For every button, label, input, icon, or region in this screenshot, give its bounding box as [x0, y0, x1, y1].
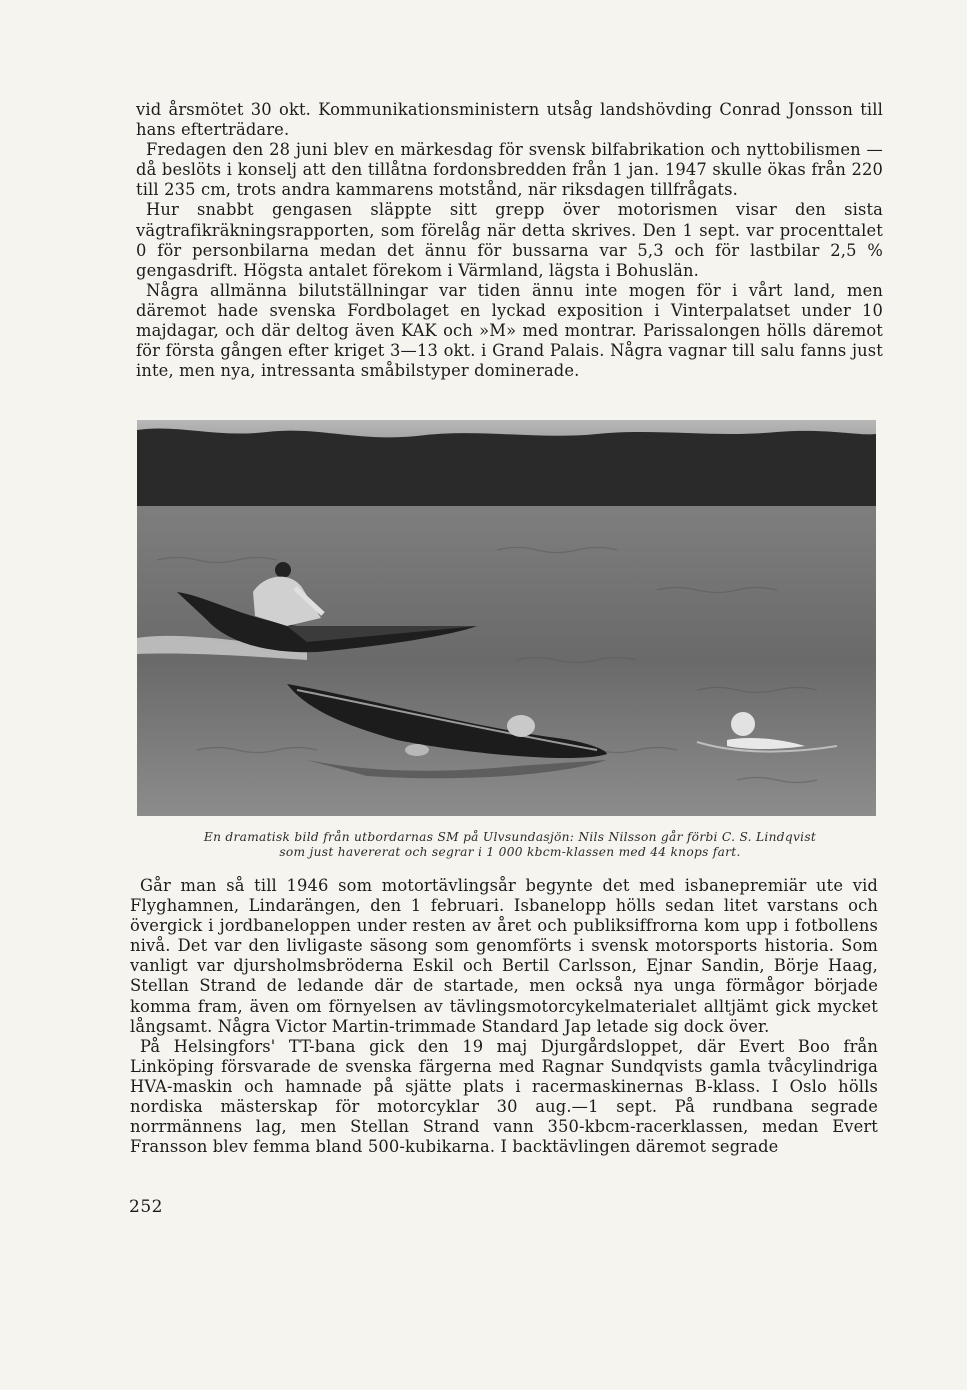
photo-caption [136, 830, 884, 860]
bottom-text-block [130, 876, 878, 1157]
paragraph: vid årsmötet 30 okt. Kommunikationsministern utsåg landshövding Conrad Jonsson till hans efterträdare. [136, 100, 883, 140]
page-number: 252 [129, 1197, 163, 1217]
photo-illustration [137, 420, 876, 816]
caption-line: som just havererat och segrar i 1 000 kbcm-klassen med 44 knops fart. [279, 845, 741, 860]
racing-boats-photo [137, 420, 876, 816]
top-text-block [136, 100, 883, 381]
paragraph: Går man så till 1946 som motortävlingsår begynte det med isbanepremiär ute vid Flyghamnen, Lindarängen, den 1 februari. Isbanelopp hölls sedan litet varstans och övergick i jordbaneloppen under resten av året och publiksiffrorna kom upp i fotbollens nivå. Det var den livligaste säsong som genomförts i svensk motorsports historia. Som vanligt var djursholmsbröderna Eskil och Bertil Carlsson, Ejnar Sandin, Börje Haag, Stellan Strand de ledande där de startade, men också nya unga förmågor började komma fram, även om förnyelsen av tävlingsmotorcykelmaterialet alltjämt gick mycket långsamt. Några Victor Martin-trimmade Standard Jap letade sig dock över. [130, 876, 878, 1036]
paragraph: Några allmänna bilutställningar var tiden ännu inte mogen för i vårt land, men däremot hade svenska Fordbolaget en lyckad exposition i Vinterpalatset under 10 majdagar, och där deltog även KAK och »M» med montrar. Parissalongen hölls däremot för första gången efter kriget 3—13 okt. i Grand Palais. Några vagnar till salu fanns just inte, men nya, intressanta småbilstyper dominerade. [136, 280, 883, 381]
paragraph: Hur snabbt gengasen släppte sitt grepp över motorismen visar den sista vägtrafikräkningsrapporten, som förelåg när detta skrives. Den 1 sept. var procenttalet 0 för personbilarna medan det ännu för bussarna var 5,3 och för lastbilar 2,5 % gengasdrift. Högsta antalet förekom i Värmland, lägsta i Bohuslän. [136, 200, 883, 280]
paragraph: Fredagen den 28 juni blev en märkesdag för svensk bilfabrikation och nyttobilismen — då beslöts i konselj att den tillåtna fordonsbredden från 1 jan. 1947 skulle ökas från 220 till 235 cm, trots andra kammarens motstånd, när riksdagen tillfrågats. [136, 140, 883, 200]
caption-line: En dramatisk bild från utbordarnas SM på Ulvsundasjön: Nils Nilsson går förbi C. S. Lindqvist [203, 830, 817, 844]
paragraph: På Helsingfors' TT-bana gick den 19 maj Djurgårdsloppet, där Evert Boo från Linköping försvarade de svenska färgerna med Ragnar Sundqvists gamla tvåcylindriga HVA-maskin och hamnade på sjätte plats i racermaskinernas B-klass. I Oslo hölls nordiska mästerskap för motorcyklar 30 aug.—1 sept. På rundbana segrade norrmännens lag, men Stellan Strand vann 350-kbcm-racerklassen, medan Evert Fransson blev femma bland 500-kubikarna. I backtävlingen däremot segrade [130, 1036, 878, 1157]
tree-line [137, 428, 876, 506]
